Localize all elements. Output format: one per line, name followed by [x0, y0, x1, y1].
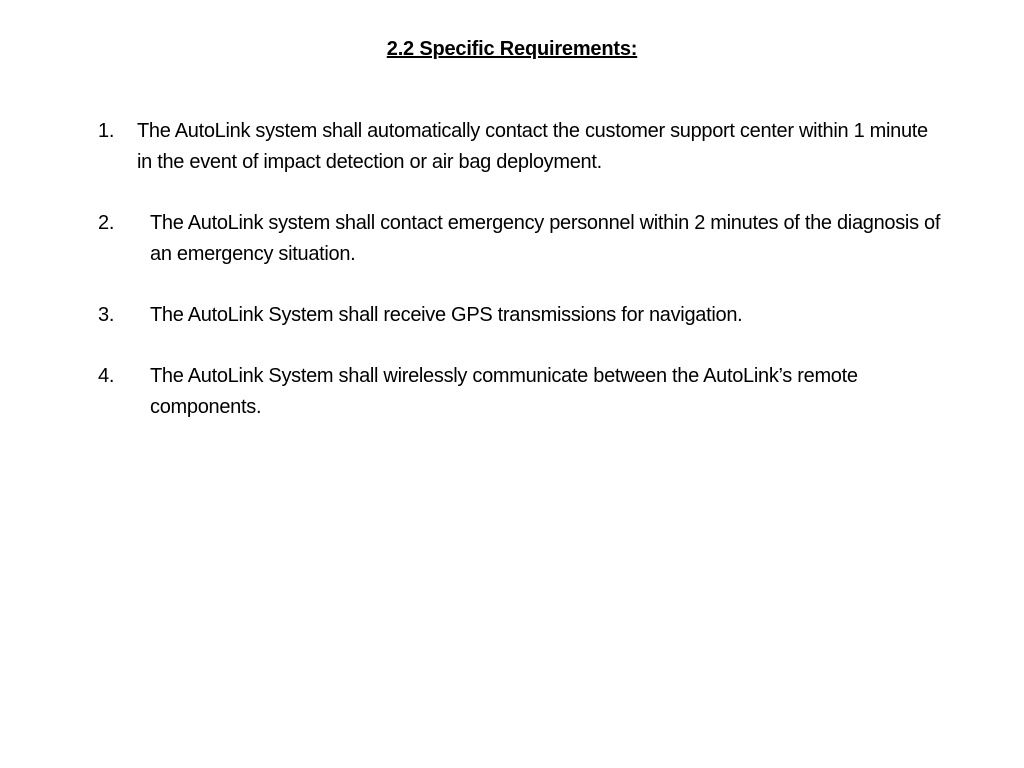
- requirement-item-4: [98, 361, 968, 423]
- requirement-text: The AutoLink System shall receive GPS transmissions for navigation.: [150, 304, 743, 326]
- requirement-item-1: [98, 116, 968, 178]
- requirement-item-3: [98, 300, 968, 331]
- requirement-number: 2.: [98, 212, 115, 234]
- requirement-item-2: [98, 208, 968, 270]
- requirement-text: The AutoLink System shall wirelessly communicate between the AutoLink’s remote components.: [150, 365, 858, 418]
- requirement-text: The AutoLink system shall contact emergency personnel within 2 minutes of the diagnosis of an emergency situation.: [150, 212, 941, 265]
- requirement-number: 4.: [98, 365, 115, 387]
- requirement-text: The AutoLink system shall automatically contact the customer support center within 1 minute in the event of impact detection or air bag deployment.: [137, 120, 928, 173]
- requirement-number: 3.: [98, 304, 115, 326]
- section-heading: 2.2 Specific Requirements:: [386, 38, 638, 60]
- requirement-number: 1.: [98, 120, 115, 142]
- requirements-list: [98, 116, 968, 453]
